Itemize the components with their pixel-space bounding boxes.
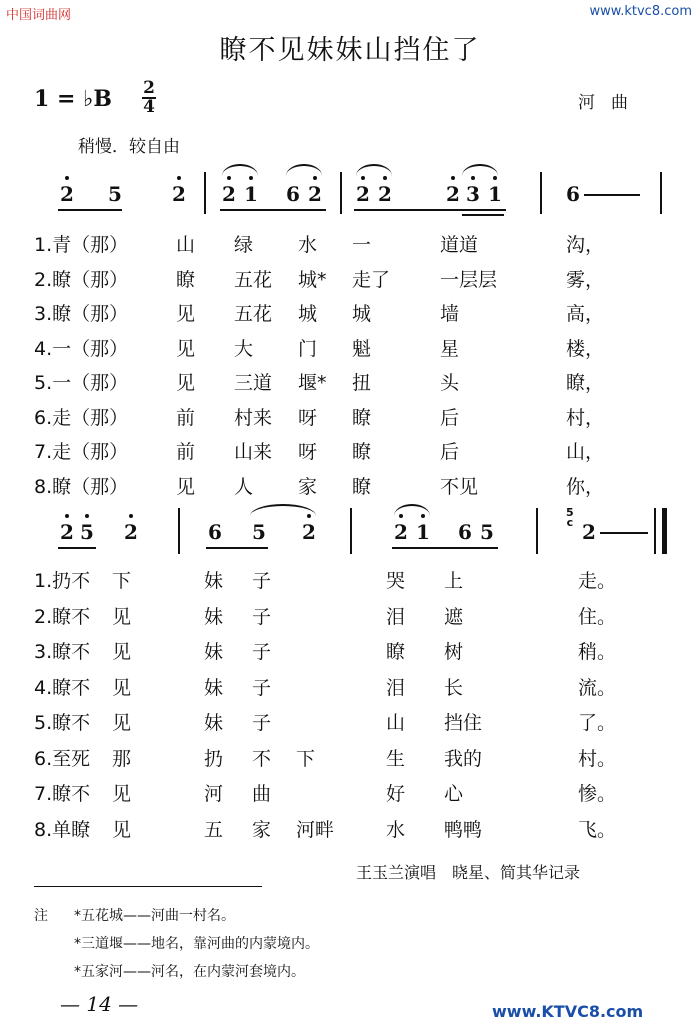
lyric-cell: 五 [204,818,224,841]
lyric-row [0,299,700,331]
lyric-row [0,779,700,811]
note: 5 [252,520,266,544]
grace-note: 5 c [566,506,574,529]
lyric-cell: 后 [440,441,460,463]
lyric-cell: 门 [298,337,318,360]
note: 6 [566,182,580,206]
lyric-cell: 4.瞭不 [34,676,91,699]
lyric-cell: 雾， [566,268,605,291]
lyric-cell: 一 [352,234,372,256]
lyric-cell: 河畔 [296,818,335,841]
lyric-cell: 生 [386,747,406,770]
lyric-cell: 瞭 [352,406,372,429]
footnote: *五家河——河名，在内蒙河套境内。 [74,964,305,980]
note: 5 [480,520,494,544]
note: 2 [394,520,408,544]
lyric-cell: 呀 [298,406,318,429]
lyric-cell: 你， [566,475,605,498]
barline [340,172,342,214]
watermark-left: 中国词曲网 [6,8,72,23]
barline [536,508,538,554]
lyric-cell: 泪 [386,605,406,628]
lyric-cell: 瞭 [352,475,372,498]
note: 2 [582,520,596,544]
lyric-cell: 五花 [234,303,273,325]
lyric-cell: 泪 [386,676,406,699]
lyric-cell: 不 [252,747,272,770]
lyric-row [0,708,700,740]
lyric-cell: 见 [176,303,196,325]
barline [654,508,656,554]
lyric-cell: 下 [296,747,316,770]
lyric-cell: 2.瞭（那） [34,268,129,291]
lyric-cell: 那 [112,747,132,770]
lyric-cell: 好 [386,783,406,805]
note: 6 [286,182,300,206]
tempo-marking: 稍慢．较自由 [78,137,180,157]
lyric-cell: 河 [204,783,224,805]
lyric-cell: 水 [386,818,406,841]
lyric-cell: 道道 [440,234,479,256]
lyric-cell: 星 [440,337,460,360]
lyric-cell: 子 [252,712,272,734]
lyric-cell: 5.瞭不 [34,712,91,734]
barline [204,172,206,214]
performer-credit: 王玉兰演唱 晓星、简其华记录 [356,863,581,882]
lyric-cell: 见 [176,337,196,360]
lyric-cell: 水 [298,234,318,256]
lyric-cell: 一层层 [440,268,498,291]
lyric-cell: 山来 [234,441,273,463]
lyric-cell: 山 [176,234,196,256]
lyric-cell: 挡住 [444,712,483,734]
barline [350,508,352,554]
footnote: *五花城——河曲一村名。 [74,908,235,924]
time-numerator: 2 [143,78,155,98]
lyric-cell: 扭 [352,372,372,394]
lyric-cell: 扔 [204,747,224,770]
lyric-row [0,437,700,469]
lyric-cell: 头 [440,372,460,394]
lyric-cell: 大 [234,337,254,360]
lyric-cell: 子 [252,570,272,592]
lyric-cell: 8.瞭（那） [34,475,129,498]
lyric-cell: 5.一（那） [34,372,129,394]
lyric-cell: 树 [444,641,464,663]
note: 2 [124,520,138,544]
lyric-row [0,637,700,669]
lyric-cell: 城 [352,303,372,325]
lyric-cell: 家 [252,818,272,841]
lyric-cell: 前 [176,441,196,463]
lyric-cell: 家 [298,475,318,498]
lyric-cell: 鸭鸭 [444,818,483,841]
key-signature: 1 = ♭B [34,86,113,112]
lyric-cell: 见 [112,818,132,841]
lyric-cell: 心 [444,783,464,805]
lyric-cell: 稍。 [578,641,617,663]
note: 6 [458,520,472,544]
lyric-cell: 后 [440,406,460,429]
lyric-cell: 了。 [578,712,617,734]
lyric-row [0,230,700,262]
lyric-cell: 2.瞭不 [34,605,91,628]
lyric-cell: 3.瞭不 [34,641,91,663]
lyric-cell: 上 [444,570,464,592]
lyric-cell: 6.走（那） [34,406,129,429]
lyric-row [0,744,700,776]
lyric-cell: 三道 [234,372,273,394]
lyric-cell: 遮 [444,605,464,628]
lyric-cell: 长 [444,676,464,699]
lyric-cell: 山， [566,441,605,463]
lyric-cell: 见 [112,712,132,734]
lyric-cell: 1.扔不 [34,570,91,592]
note: 6 [208,520,222,544]
lyric-cell: 山 [386,712,406,734]
lyric-cell: 妹 [204,570,224,592]
page-number: — 14 — [60,992,139,1016]
lyric-cell: 村， [566,406,605,429]
lyric-cell: 妹 [204,641,224,663]
lyric-cell: 五花 [234,268,273,291]
lyric-cell: 不见 [440,475,479,498]
lyric-cell: 见 [112,783,132,805]
lyric-cell: 城 [298,303,318,325]
lyric-row [0,566,700,598]
lyric-cell: 高， [566,303,605,325]
lyric-row [0,815,700,847]
lyric-cell: 沟， [566,234,605,256]
notes-label: 注 [34,908,48,924]
lyric-cell: 子 [252,641,272,663]
lyric-cell: 城* [298,268,327,291]
note: 2 [172,182,186,206]
watermark-right: www.ktvc8.com [589,4,692,19]
note: 2 [60,520,74,544]
barline [178,508,180,554]
note: 5 [108,182,122,206]
lyric-cell: 飞。 [578,818,617,841]
lyric-cell: 哭 [386,570,406,592]
time-denominator: 4 [143,97,155,117]
lyric-cell: 走了 [352,268,391,291]
lyric-cell: 走。 [578,570,617,592]
final-barline [662,508,667,554]
lyric-cell: 流。 [578,676,617,699]
lyric-cell: 前 [176,406,196,429]
song-origin: 河曲 [578,93,644,113]
lyric-cell: 见 [176,372,196,394]
lyric-cell: 8.单瞭 [34,818,91,841]
lyric-cell: 村。 [578,747,617,770]
lyric-cell: 见 [112,641,132,663]
lyric-cell: 见 [112,676,132,699]
note: 1 [488,182,502,206]
lyric-cell: 妹 [204,605,224,628]
note: 2 [308,182,322,206]
note: 3 [466,182,480,206]
lyric-cell: 堰* [298,372,327,394]
lyric-cell: 魁 [352,337,372,360]
lyric-row [0,368,700,400]
lyric-cell: 3.瞭（那） [34,303,129,325]
lyric-cell: 子 [252,676,272,699]
time-signature [142,80,156,116]
lyric-cell: 住。 [578,605,617,628]
song-title: 瞭不见妹妹山挡住了 [219,35,481,66]
footnote: *三道堰——地名，靠河曲的内蒙境内。 [74,936,319,952]
lyric-cell: 绿 [234,234,254,256]
lyric-cell: 呀 [298,441,318,463]
lyric-row [0,602,700,634]
lyric-row [0,472,700,504]
note: 1 [244,182,258,206]
lyric-cell: 墙 [440,303,460,325]
lyric-cell: 曲 [252,783,272,805]
lyric-row [0,403,700,435]
note: 2 [446,182,460,206]
lyric-row [0,334,700,366]
note: 1 [416,520,430,544]
lyric-cell: 子 [252,605,272,628]
lyric-cell: 1.青（那） [34,234,129,256]
lyric-cell: 见 [176,475,196,498]
note: 2 [356,182,370,206]
lyric-cell: 我的 [444,747,483,770]
barline [660,172,662,214]
lyric-cell: 惨。 [578,783,617,805]
lyric-row [0,265,700,297]
lyric-cell: 妹 [204,712,224,734]
lyric-cell: 楼， [566,337,605,360]
lyric-cell: 妹 [204,676,224,699]
lyric-cell: 人 [234,475,254,498]
lyric-cell: 7.瞭不 [34,783,91,805]
lyric-cell: 瞭 [352,441,372,463]
lyric-cell: 瞭， [566,372,605,394]
barline [540,172,542,214]
lyric-cell: 瞭 [386,641,406,663]
note: 5 [80,520,94,544]
lyric-row [0,673,700,705]
lyric-cell: 瞭 [176,268,196,291]
lyric-cell: 4.一（那） [34,337,129,360]
lyric-cell: 7.走（那） [34,441,129,463]
footnote-divider [34,886,262,887]
note: 2 [222,182,236,206]
note: 2 [378,182,392,206]
lyric-cell: 下 [112,570,132,592]
bottom-watermark: www.KTVC8.com [492,1002,644,1021]
lyric-cell: 见 [112,605,132,628]
note: 2 [302,520,316,544]
lyric-cell: 6.至死 [34,747,91,770]
lyric-cell: 村来 [234,406,273,429]
note: 2 [60,182,74,206]
